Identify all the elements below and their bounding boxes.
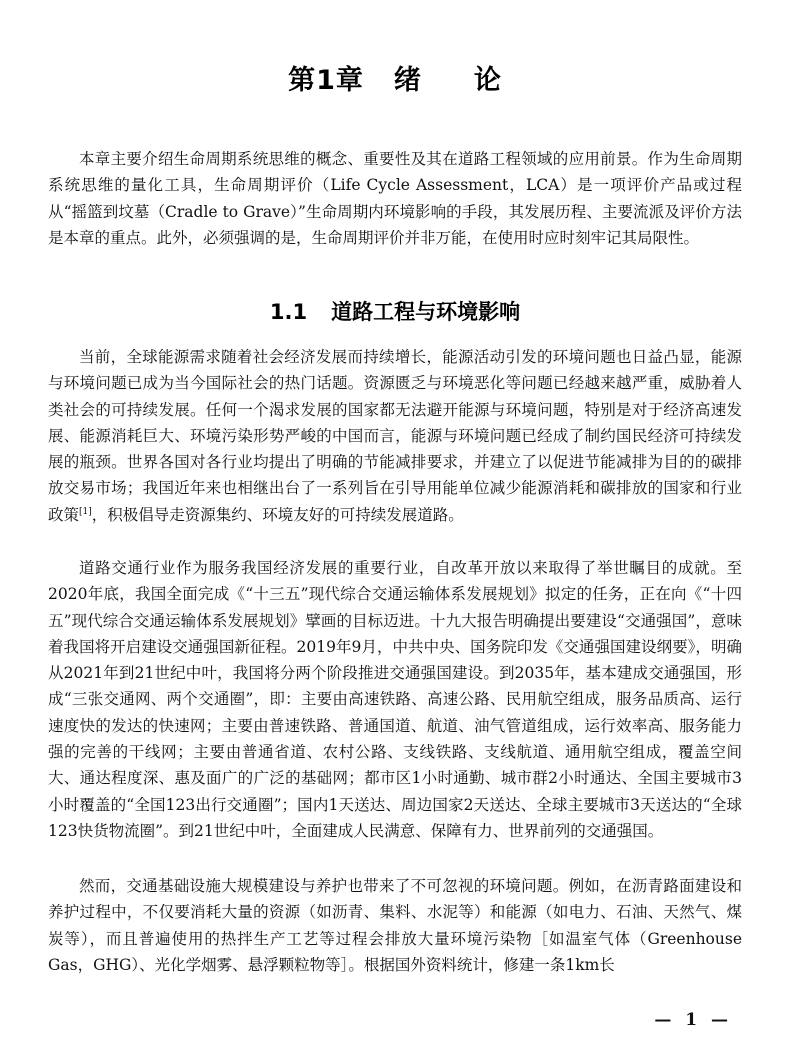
section-heading (0, 296, 790, 326)
chapter-intro-paragraph: 本章主要介绍生命周期系统思维的概念、重要性及其在道路工程领域的应用前景。作为生命周期系统思维的量化工具，生命周期评价（Life Cycle Assessment，LCA）是一项评价产品或过程从“摇篮到坟墓（Cradle to Grave）”生命周期内环境影响的手段，其发展历程、主要流派及评价方法是本章的重点。此外，必须强调的是，生命周期评价并非万能，在使用时应时刻牢记其局限性。 (48, 150, 742, 247)
chapter-title-char-2: 论 (473, 65, 502, 96)
section-number: 1.1 (269, 300, 308, 324)
body-paragraph-1 (48, 344, 742, 528)
chapter-label: 第1章 (288, 65, 364, 96)
paragraph-1-text-end: ，积极倡导走资源集约、环境友好的可持续发展道路。 (91, 505, 464, 524)
chapter-title (0, 58, 790, 97)
paragraph-1-text: 当前，全球能源需求随着社会经济发展而持续增长，能源活动引发的环境问题也日益凸显，能源与环境问题已成为当今国际社会的热门话题。资源匮乏与环境恶化等问题已经越来越严重，威胁着人类社会的可持续发展。任何一个渴求发展的国家都无法避开能源与环境问题，特别是对于经济高速发展、能源消耗巨大、环境污染形势严峻的中国而言，能源与环境问题已经成了制约国民经济可持续发展的瓶颈。世界各国对各行业均提出了明确的节能减排要求，并建立了以促进节能减排为目的的碳排放交易市场；我国近年来也相继出台了一系列旨在引导用能单位减少能源消耗和碳排放的国家和行业政策 (48, 348, 742, 524)
page-number: — 1 — (654, 1010, 732, 1030)
body-paragraph-2: 道路交通行业作为服务我国经济发展的重要行业，自改革开放以来取得了举世瞩目的成就。至2020年底，我国全面完成《“十三五”现代综合交通运输体系发展规划》拟定的任务，正在向《“十四五”现代综合交通运输体系发展规划》擘画的目标迈进。十九大报告明确提出要建设“交通强国”，意味着我国将开启建设交通强国新征程。2019年9月，中共中央、国务院印发《交通强国建设纲要》，明确从2021年到21世纪中叶，我国将分两个阶段推进交通强国建设。到2035年，基本建成交通强国，形成“三张交通网、两个交通圈”，即：主要由高速铁路、高速公路、民用航空组成，服务品质高、运行速度快的发达的快速网；主要由普速铁路、普通国道、航道、油气管道组成，运行效率高、服务能力强的完善的干线网；主要由普通省道、农村公路、支线铁路、支线航道、通用航空组成，覆盖空间大、通达程度深、惠及面广的广泛的基础网；都市区1小时通勤、城市群2小时通达、全国主要城市3小时覆盖的“全国123出行交通圈”；国内1天送达、周边国家2天送达、全球主要城市3天送达的“全球123快货物流圈”。到21世纪中叶，全面建成人民满意、保障有力、世界前列的交通强国。 (48, 559, 742, 840)
citation-reference: [1] (79, 506, 92, 517)
section-title: 道路工程与环境影响 (331, 300, 521, 324)
body-paragraph-3: 然而，交通基础设施大规模建设与养护也带来了不可忽视的环境问题。例如，在沥青路面建设和养护过程中，不仅要消耗大量的资源（如沥青、集料、水泥等）和能源（如电力、石油、天然气、煤炭等），而且普遍使用的热拌生产工艺等过程会排放大量环境污染物［如温室气体（Greenhouse Gas，GHG）、光化学烟雾、悬浮颗粒物等］。根据国外资料统计，修建一条1km长 (48, 877, 742, 974)
chapter-title-char-1: 绪 (393, 65, 422, 96)
